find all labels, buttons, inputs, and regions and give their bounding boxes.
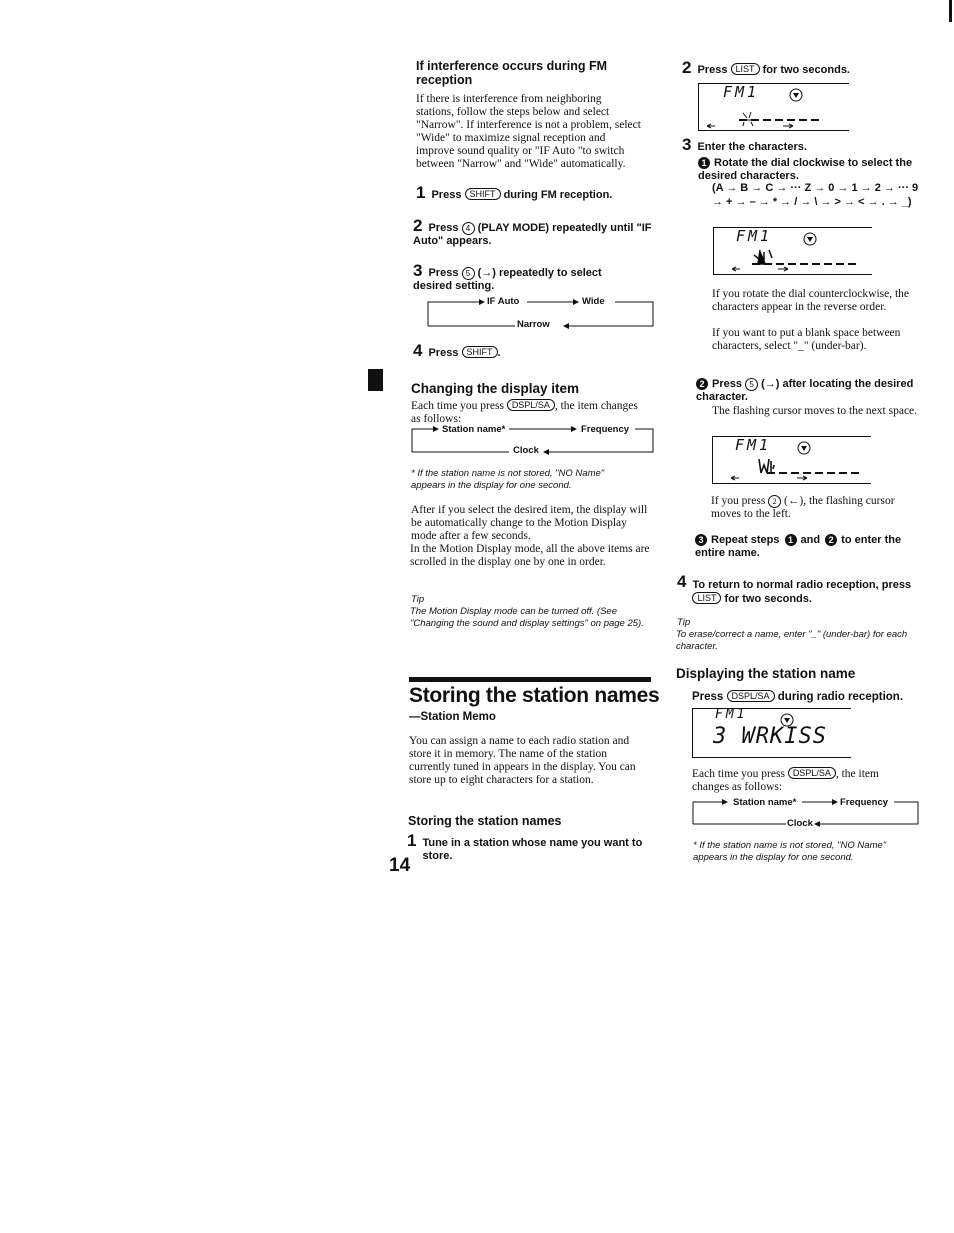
lcd-band: FM1 [735,436,772,454]
lcd-display-2 [713,227,872,275]
lcd-station-name: 3 WRKISS [713,724,827,749]
section-rule [409,677,651,682]
cycle-clock: Clock [513,445,539,456]
step-3-bullet-icon: 3 [695,534,707,546]
lcd-display-4 [692,708,851,758]
display-item-footnote: * If the station name is not stored, "NO Name" appears in the display for one second. [411,468,605,491]
if-mode-cycle-diagram [427,296,655,332]
button-5-icon: 5 [462,267,475,280]
step-number: 4 [677,572,687,591]
display-item-heading: Changing the display item [411,381,580,396]
displaying-station-heading: Displaying the station name [676,666,856,681]
interference-heading: If interference occurs during FM reception [416,59,608,87]
button-5-icon: 5 [745,378,758,391]
right-footnote: * If the station name is not stored, "NO Name" appears in the display for one second. [693,840,887,863]
step-2-bullet-icon: 2 [696,378,708,390]
storing-subtitle: —Station Memo [409,711,496,723]
step-number: 2 [682,58,692,77]
cycle-station-name: Station name* [733,797,797,808]
step-number: 4 [413,341,423,360]
cycle-frequency: Frequency [840,797,889,808]
press-2-paragraph: If you press 2 (←), the flashing cursor moves to the left. [711,495,895,520]
step-number: 1 [416,183,426,202]
display-item-tip-label: Tip [411,594,425,605]
list-key-icon: LIST [731,63,760,75]
dspl-sa-key-icon: DSPL/SA [788,767,836,779]
display-item-para-2: In the Motion Display mode, all the above items are scrolled in the display one by one in order. [410,543,650,568]
each-time-paragraph: Each time you press DSPL/SA , the item changes as follows: [692,768,879,793]
display-item-cycle-diagram [411,424,655,458]
cycle-station-name: Station name* [442,424,506,435]
lcd-graphics [699,84,849,130]
dspl-sa-key-icon: DSPL/SA [507,399,555,411]
displaying-instruction: Press DSPL/SA during radio reception. [692,691,904,703]
storing-subheading: Storing the station names [408,814,562,828]
display-item-body: Each time you press DSPL/SA , the item changes as follows: [411,400,638,425]
blank-paragraph: If you want to put a blank space between characters, select "_" (under-bar). [712,327,901,352]
cycle-wide: Wide [582,296,605,307]
step-2-bullet-icon: 2 [825,534,837,546]
storing-body: You can assign a name to each radio station and store it in memory. The name of the station currently tuned in appears in the display. You can store up to eight characters for a station. [409,735,636,786]
interference-step-4: 4 Press SHIFT . [413,341,501,360]
character-sequence: (A → B → C → ··· Z → 0 → 1 → 2 → ··· 9 → + → – → * → / → \ → > → < → . → _) [712,182,919,208]
lcd-band: FM1 [715,707,748,722]
storing-step-1: 1 Tune in a station whose name you want to store. [407,831,643,862]
step-number: 3 [413,261,423,280]
button-2-icon: 2 [768,495,781,508]
lcd-graphics [713,437,871,483]
interference-body: If there is interference from neighboring stations, follow the steps below and select "Narrow". If interference is not a problem, select "Wide" to maximize signal reception and improve sound quality or "IF Auto "to switch between "Narrow" and "Wide" automatically. [416,93,641,170]
shift-key-icon: SHIFT [465,188,501,200]
lcd-graphics [714,228,872,274]
shift-key-icon: SHIFT [462,346,498,358]
dspl-sa-key-icon: DSPL/SA [727,690,775,702]
step-1-bullet-icon: 1 [698,157,710,169]
step-number: 3 [682,135,692,154]
display-item-tip: The Motion Display mode can be turned off. (See "Changing the sound and display settings" on page 25). [410,606,644,629]
interference-step-1: 1 Press SHIFT during FM reception. [416,183,613,202]
interference-step-2: 2 Press 4 (PLAY MODE) repeatedly until "IF Auto" appears. [413,216,652,247]
section-marker [368,369,383,391]
cycle-clock: Clock [787,818,813,829]
right-tip-label: Tip [677,617,691,628]
storing-title: Storing the station names [409,684,660,707]
edge-mark [949,0,952,22]
lcd-band: FM1 [723,83,760,101]
cycle-narrow: Narrow [517,319,550,330]
right-cycle-diagram [692,797,920,831]
cycle-frequency: Frequency [581,424,630,435]
step-number: 2 [413,216,423,235]
cycle-if-auto: IF Auto [487,296,520,307]
button-4-icon: 4 [462,222,475,235]
lcd-display-3 [712,436,871,484]
list-key-icon: LIST [692,592,721,604]
interference-step-3: 3 Press 5 (→) repeatedly to select desired setting. [413,261,602,292]
step-1-bullet-icon: 1 [785,534,797,546]
step-number: 1 [407,831,417,850]
right-step-2: 2 Press LIST for two seconds. [682,58,850,77]
page-number: 14 [389,855,411,876]
right-tip: To erase/correct a name, enter "_" (under-bar) for each character. [676,629,908,652]
lcd-band: FM1 [736,227,773,245]
lcd-display-1 [698,83,849,131]
right-sub-3: 3 Repeat steps 1 and 2 to enter the entire name. [695,534,902,559]
right-step-3: 3 Enter the characters. [682,135,807,154]
right-step-4: 4 To return to normal radio reception, press LIST for two seconds. [677,572,912,605]
right-sub-2: 2 Press 5 (→) after locating the desired character. [696,378,914,403]
rotate-paragraph: If you rotate the dial counterclockwise, the characters appear in the reverse order. [712,288,910,313]
right-sub-1: 1 Rotate the dial clockwise to select the desired characters. [698,157,913,182]
flash-paragraph: The flashing cursor moves to the next space. [712,405,918,417]
display-item-para-1: After if you select the desired item, the display will be automatically change to the Motion Display mode after a few seconds. [411,504,648,542]
